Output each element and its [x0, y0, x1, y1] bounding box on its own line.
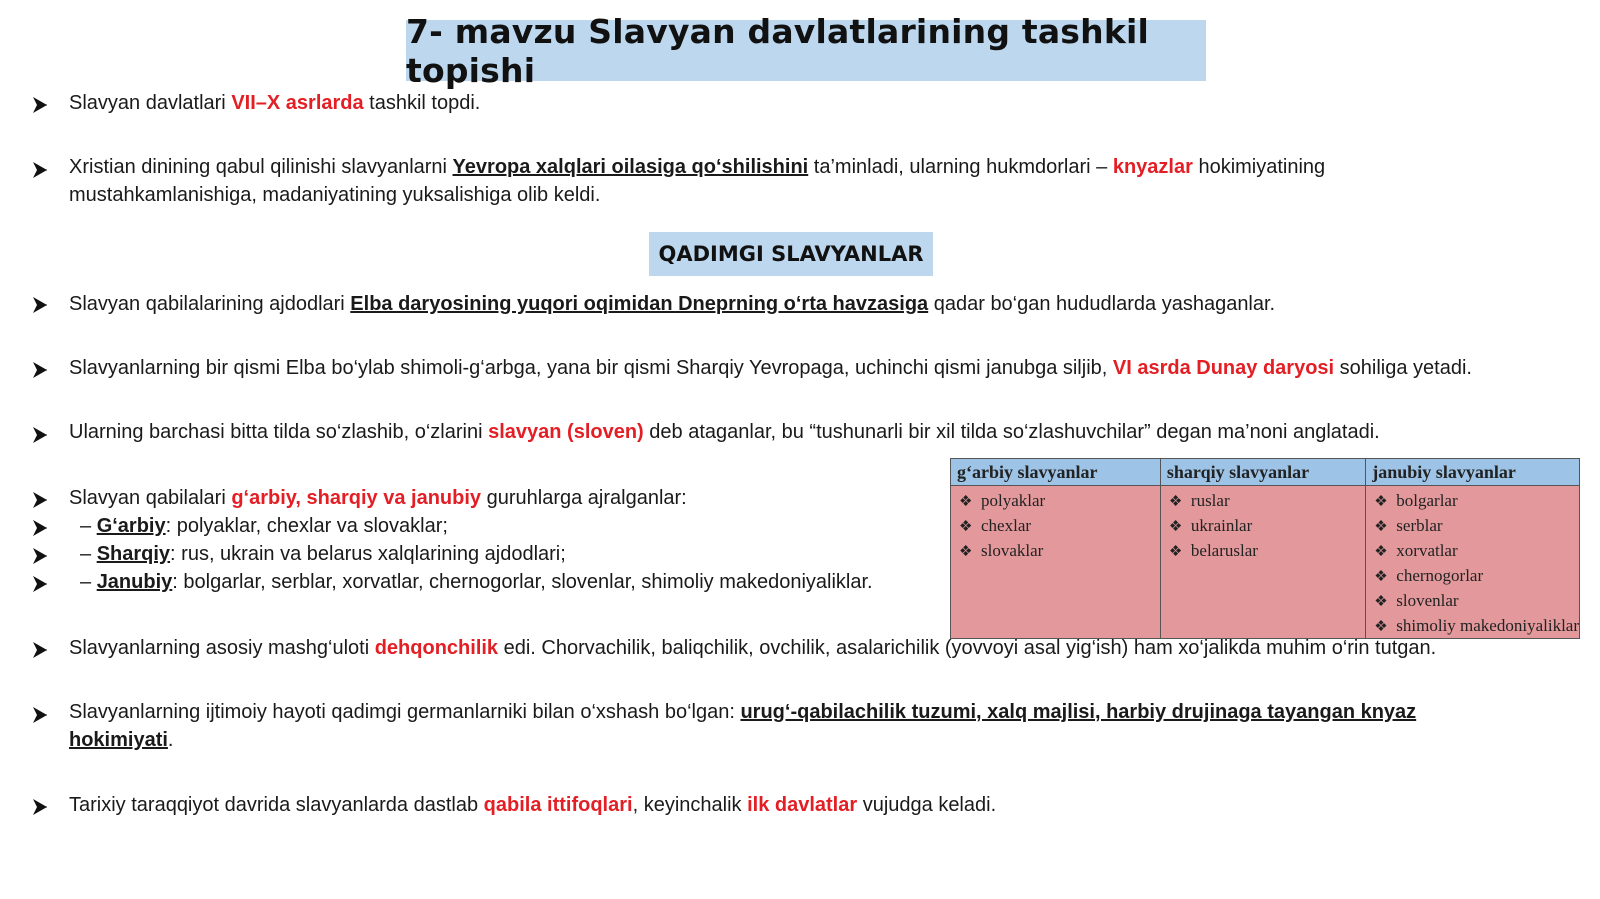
cell-text: slovaklar: [981, 541, 1044, 560]
highlight-text: qabila ittifoqlari: [483, 794, 633, 816]
text-span: Xristian dinining qabul qilinishi slavyanlarni: [69, 156, 453, 178]
diamond-bullet-icon: ❖: [1374, 544, 1388, 560]
cell-text: xorvatlar: [1396, 541, 1458, 560]
underlined-text: Yevropa xalqlari oilasiga qo‘shilishini: [452, 156, 809, 178]
list-item: [959, 538, 1160, 563]
cell-text: polyaklar: [981, 491, 1046, 510]
cell-text: ruslar: [1190, 491, 1230, 510]
diamond-bullet-icon: ❖: [1168, 519, 1183, 535]
diamond-bullet-icon: ❖: [1374, 494, 1388, 510]
text-span: : bolgarlar, serblar, xorvatlar, chernogorlar, slovenlar, shimoliy makedoniyaliklar.: [172, 571, 873, 593]
table-cell: [951, 486, 1161, 639]
highlight-text: knyazlar: [1112, 156, 1193, 178]
cell-text: serblar: [1396, 516, 1443, 535]
text-span: –: [80, 571, 97, 593]
list-item: [1374, 588, 1579, 613]
text-span: : rus, ukrain va belarus xalqlarining ajdodlari;: [170, 543, 566, 565]
text-span: .: [167, 729, 174, 751]
text-span: –: [80, 543, 97, 565]
arrow-bullet-icon: [32, 295, 48, 315]
diamond-bullet-icon: ❖: [1374, 569, 1388, 585]
text-span: ta’minladi, ularning hukmdorlari –: [808, 156, 1113, 178]
bullet-text: [80, 512, 448, 540]
arrow-bullet-icon: [32, 425, 48, 445]
list-item: [959, 513, 1160, 538]
table-header-cell: g‘arbiy slavyanlar: [951, 459, 1161, 486]
highlight-text: dehqonchilik: [374, 637, 499, 659]
table-header-row: [951, 459, 1580, 486]
arrow-bullet-icon: [32, 705, 48, 725]
text-span: Slavyanlarning ijtimoiy hayoti qadimgi germanlarniki bilan o‘xshash bo‘lgan:: [69, 701, 741, 723]
text-span: hokimiyatining: [1192, 156, 1326, 178]
text-span: mustahkamlanishiga, madaniyatining yuksalishiga olib keldi.: [69, 184, 601, 206]
text-span: vujudga keladi.: [857, 794, 997, 816]
bullet-text: [69, 153, 1549, 209]
list-item: [1374, 488, 1579, 513]
arrow-bullet-icon: [32, 640, 48, 660]
list-item: [1169, 538, 1365, 563]
list-item: [1169, 513, 1365, 538]
arrow-bullet-icon: [32, 574, 48, 594]
cell-text: ukrainlar: [1190, 516, 1253, 535]
arrow-bullet-icon: [32, 546, 48, 566]
table-cell: [1366, 486, 1580, 639]
highlight-text: slavyan (sloven): [488, 421, 644, 443]
bullet-text: [69, 89, 480, 117]
table-row: [951, 486, 1580, 639]
bullet-text: [69, 484, 687, 512]
cell-text: bolgarlar: [1396, 491, 1458, 510]
text-span: Slavyanlarning asosiy mashg‘uloti: [69, 637, 375, 659]
text-span: deb ataganlar, bu “tushunarli bir xil tilda so‘zlashuvchilar” degan ma’noni anglatadi.: [643, 421, 1380, 443]
text-span: sohiliga yetadi.: [1334, 357, 1472, 379]
bullet-text: [69, 354, 1472, 382]
bullet-text: [80, 540, 566, 568]
highlight-text: VI asrda Dunay daryosi: [1112, 357, 1335, 379]
list-item: [1374, 513, 1579, 538]
arrow-bullet-icon: [32, 95, 48, 115]
text-span: Slavyan davlatlari: [69, 92, 232, 114]
section-heading: QADIMGI SLAVYANLAR: [649, 232, 933, 276]
underlined-text: Janubiy: [96, 571, 173, 593]
diamond-bullet-icon: ❖: [959, 494, 973, 510]
text-span: Slavyanlarning bir qismi Elba bo‘ylab shimoli-g‘arbga, yana bir qismi Sharqiy Yevropaga, uchinchi qismi janubga siljib,: [69, 357, 1113, 379]
text-span: , keyinchalik: [632, 794, 748, 816]
bullet-text: [69, 698, 1549, 754]
table-header-cell: sharqiy slavyanlar: [1160, 459, 1365, 486]
page-title: 7- mavzu Slavyan davlatlarining tashkil topishi: [406, 20, 1206, 81]
arrow-bullet-icon: [32, 518, 48, 538]
text-span: tashkil topdi.: [363, 92, 481, 114]
text-span: guruhlarga ajralganlar:: [481, 487, 687, 509]
bullet-text: [69, 634, 1436, 662]
text-span: edi. Chorvachilik, baliqchilik, ovchilik, asalarichilik (yovvoyi asal yig‘ish) ham xo‘jalikda muhim o‘rin tutgan.: [498, 637, 1437, 659]
bullet-text: [80, 568, 873, 596]
text-span: : polyaklar, chexlar va slovaklar;: [165, 515, 448, 537]
underlined-text: Elba daryosining yuqori oqimidan Dneprning o‘rta havzasiga: [350, 293, 929, 315]
highlight-text: VII–X asrlarda: [231, 92, 364, 114]
arrow-bullet-icon: [32, 160, 48, 180]
diamond-bullet-icon: ❖: [1168, 544, 1183, 560]
diamond-bullet-icon: ❖: [959, 519, 973, 535]
diamond-bullet-icon: ❖: [1168, 494, 1183, 510]
bullet-text: [69, 418, 1380, 446]
bullet-text: [69, 791, 996, 819]
list-item: [1374, 563, 1579, 588]
text-span: –: [80, 515, 97, 537]
underlined-text: Sharqiy: [96, 543, 171, 565]
diamond-bullet-icon: ❖: [959, 544, 973, 560]
arrow-bullet-icon: [32, 797, 48, 817]
cell-text: chernogorlar: [1396, 566, 1484, 585]
bullet-text: [69, 290, 1275, 318]
slavic-groups-table: [950, 458, 1580, 639]
text-span: Slavyan qabilalarining ajdodlari: [69, 293, 351, 315]
text-span: Tarixiy taraqqiyot davrida slavyanlarda dastlab: [69, 794, 484, 816]
highlight-text: g‘arbiy, sharqiy va janubiy: [231, 487, 482, 509]
list-item: [1169, 488, 1365, 513]
highlight-text: ilk davlatlar: [747, 794, 858, 816]
diamond-bullet-icon: ❖: [1374, 619, 1388, 635]
table-cell: [1160, 486, 1365, 639]
cell-text: chexlar: [981, 516, 1032, 535]
arrow-bullet-icon: [32, 360, 48, 380]
list-item: [1374, 538, 1579, 563]
underlined-text: urug‘-qabilachilik tuzumi, xalq majlisi, harbiy drujinaga tayangan knyaz: [740, 701, 1417, 723]
diamond-bullet-icon: ❖: [1374, 519, 1388, 535]
underlined-text: hokimiyati: [69, 729, 168, 751]
list-item: [959, 488, 1160, 513]
text-span: Ularning barchasi bitta tilda so‘zlashib, o‘zlarini: [69, 421, 489, 443]
diamond-bullet-icon: ❖: [1374, 594, 1388, 610]
cell-text: belaruslar: [1190, 541, 1258, 560]
cell-text: shimoliy makedoniyaliklar: [1396, 616, 1579, 635]
text-span: qadar bo‘gan hududlarda yashaganlar.: [928, 293, 1276, 315]
underlined-text: G‘arbiy: [96, 515, 166, 537]
table-header-cell: janubiy slavyanlar: [1366, 459, 1580, 486]
arrow-bullet-icon: [32, 490, 48, 510]
text-span: Slavyan qabilalari: [69, 487, 232, 509]
cell-text: slovenlar: [1396, 591, 1459, 610]
